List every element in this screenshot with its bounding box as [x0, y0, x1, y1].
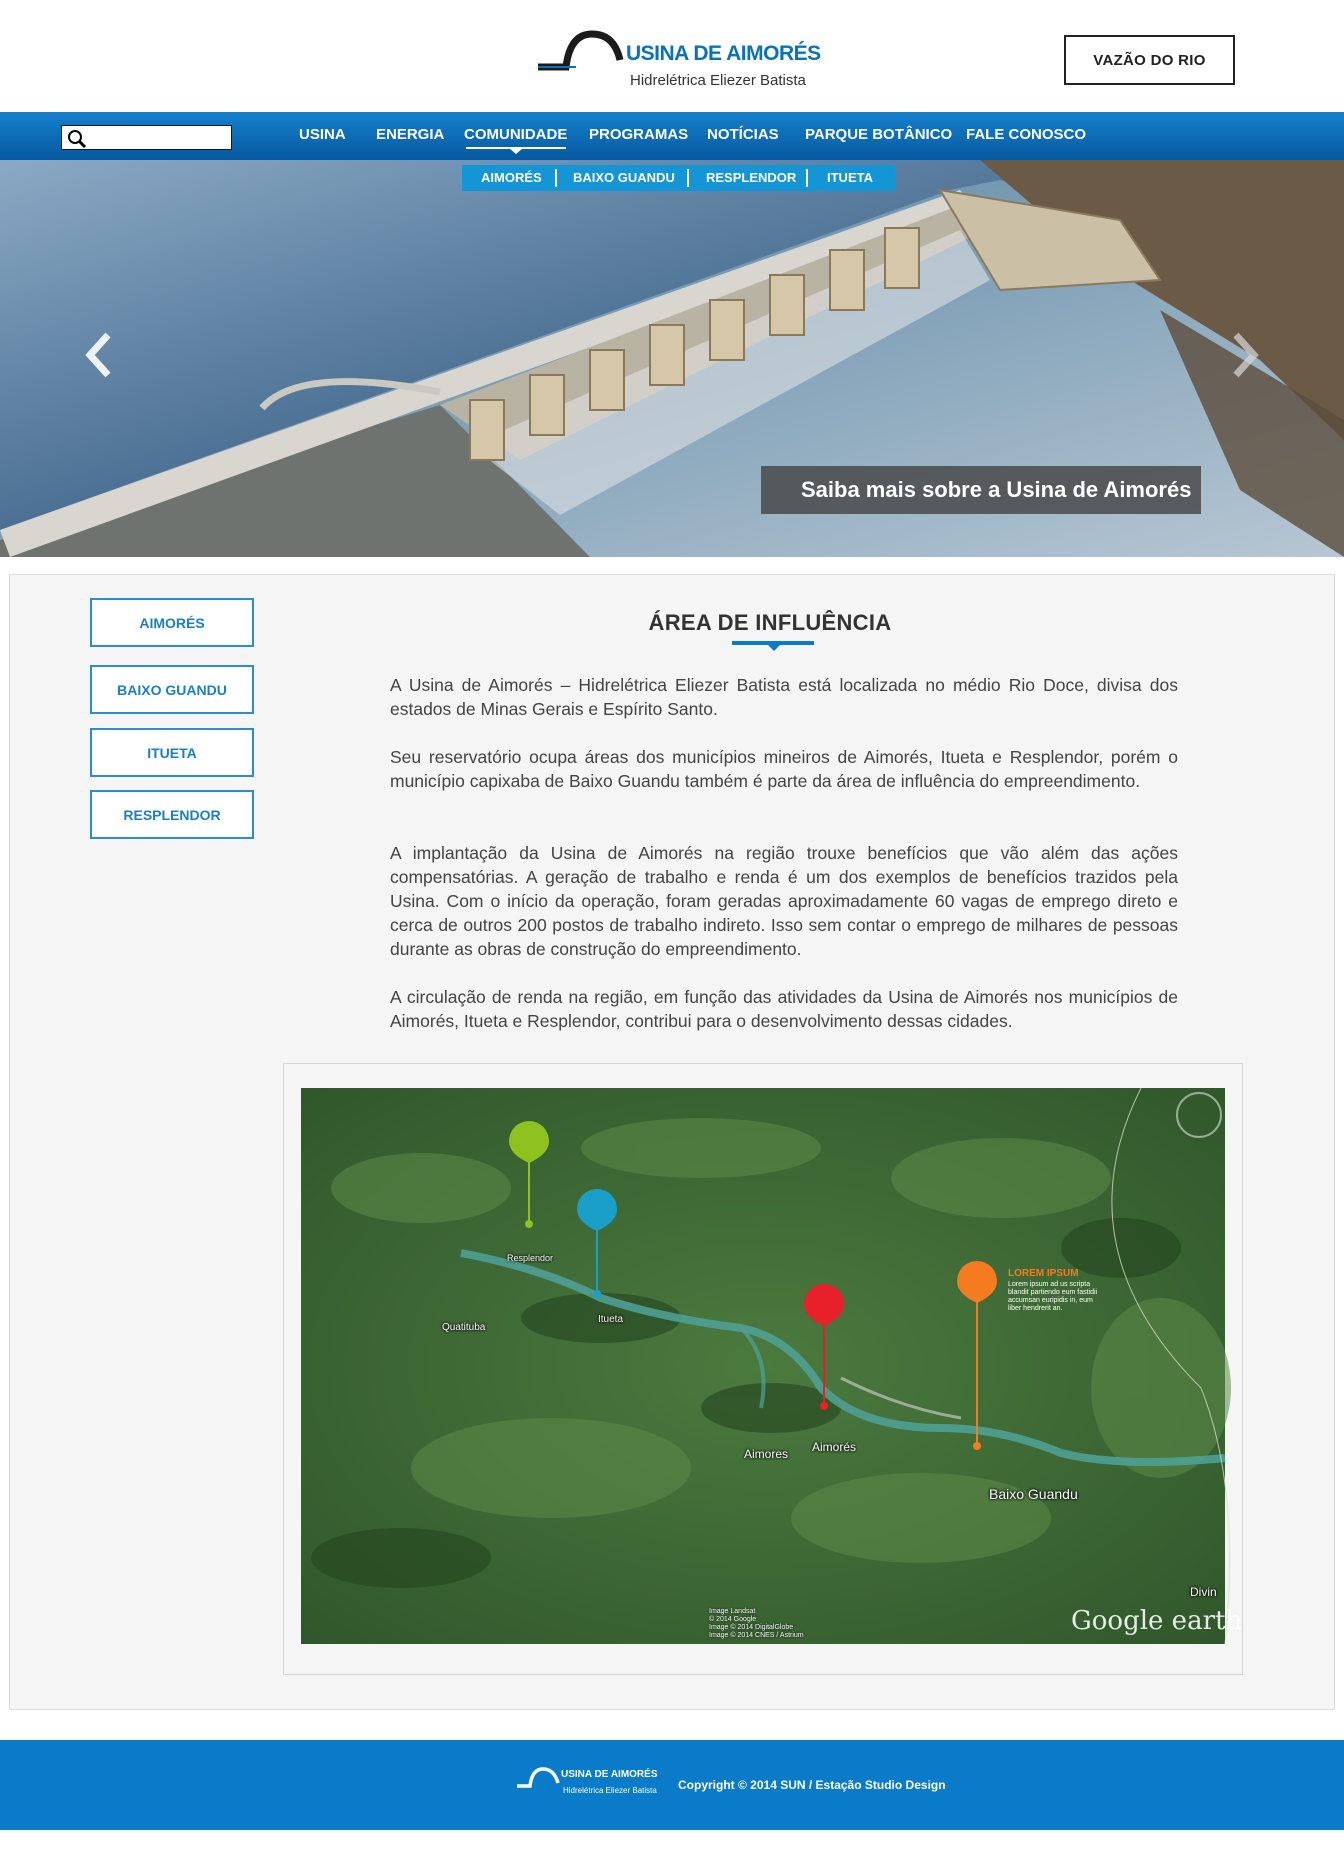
- attribution-line: Image © 2014 CNES / Astrium: [709, 1632, 804, 1639]
- main-nav: [0, 112, 1344, 160]
- dam-arch-icon: [516, 1766, 562, 1790]
- paragraph: A circulação de renda na região, em função das atividades da Usina de Aimorés nos municípios de Aimorés, Itueta e Resplendor, contribui para o desenvolvimento dessas cidades.: [390, 987, 1178, 1031]
- site-footer: [0, 1740, 1344, 1830]
- paragraph: Seu reservatório ocupa áreas dos municípios mineiros de Aimorés, Itueta e Resplendor, porém o município capixaba de Baixo Guandu também é parte da área de influência do empreendimento.: [390, 747, 1178, 791]
- map-frame: [283, 1063, 1243, 1675]
- map-pin-itueta[interactable]: [572, 1186, 622, 1316]
- footer-logo-name: USINA DE AIMORÉS: [561, 1769, 658, 1780]
- hero-banner: [0, 160, 1344, 557]
- paragraph: A implantação da Usina de Aimorés na região trouxe benefícios que vão além das ações compensatórias. A geração de trabalho e renda é um dos exemplos de benefícios trazidos pela Usina. Com o início da operação, foram geradas aproximadamente 60 vagas de emprego direto e cerca de outros 200 postos de trabalho indireto. Isso sem contar o emprego de milhares de pessoas durante as obras de construção do empreendimento.: [390, 843, 1178, 959]
- map-callout-body: Lorem ipsum ad us scripta blandit partiendo eum fastidii accumsan euripidis in, eum liber hendrerit an.: [1008, 1281, 1098, 1312]
- nav-parque-botanico[interactable]: PARQUE BOTÂNICO: [805, 126, 953, 143]
- nav-energia[interactable]: ENERGIA: [376, 126, 445, 143]
- sidebar-item-itueta[interactable]: ITUETA: [90, 728, 254, 777]
- map-callout-title: LOREM IPSUM: [1008, 1268, 1079, 1279]
- submenu-divider: [806, 169, 808, 187]
- sidebar-item-aimores[interactable]: AIMORÉS: [90, 598, 254, 647]
- dam-arch-icon: [536, 30, 626, 70]
- previous-slide-icon[interactable]: [80, 330, 120, 380]
- nav-noticias[interactable]: NOTÍCIAS: [707, 126, 779, 143]
- page-title: ÁREA DE INFLUÊNCIA: [648, 610, 892, 635]
- submenu-aimores[interactable]: AIMORÉS: [481, 170, 542, 185]
- hero-caption[interactable]: [761, 466, 1201, 514]
- place-label-aimores-city: Aimorés: [812, 1440, 857, 1454]
- place-label-resplendor: Resplendor: [507, 1253, 554, 1263]
- satellite-terrain: [301, 1088, 1225, 1644]
- google-earth-logo: Google earth: [1071, 1606, 1243, 1636]
- submenu-baixo-guandu[interactable]: BAIXO GUANDU: [573, 170, 675, 185]
- place-label-aimores: Aimores: [744, 1447, 789, 1461]
- copyright-text: Copyright © 2014 SUN / Estação Studio Design: [678, 1778, 946, 1792]
- submenu-itueta[interactable]: ITUETA: [827, 170, 873, 185]
- title-caret: [767, 644, 781, 651]
- nav-fale-conosco[interactable]: FALE CONOSCO: [966, 126, 1087, 143]
- map-pin-baixo-guandu[interactable]: [952, 1258, 1002, 1468]
- search-input[interactable]: [90, 127, 228, 148]
- submenu-resplendor[interactable]: RESPLENDOR: [706, 170, 797, 185]
- influence-area-map[interactable]: [301, 1088, 1243, 1644]
- next-slide-icon[interactable]: [1224, 330, 1264, 380]
- map-pin-aimores[interactable]: [799, 1281, 849, 1421]
- nav-comunidade[interactable]: COMUNIDADE: [464, 126, 568, 143]
- paragraph: A Usina de Aimorés – Hidrelétrica Eliezer Batista está localizada no médio Rio Doce, divisa dos estados de Minas Gerais e Espírito Santo.: [390, 675, 1178, 719]
- attribution-line: Image Landsat: [709, 1608, 756, 1615]
- sidebar-item-baixo-guandu[interactable]: BAIXO GUANDU: [90, 665, 254, 714]
- site-logo[interactable]: [536, 30, 821, 92]
- map-attribution: [709, 1608, 804, 1640]
- content-panel: [9, 574, 1335, 1710]
- place-label-itueta: Itueta: [598, 1314, 624, 1325]
- nav-usina[interactable]: USINA: [299, 126, 346, 143]
- footer-logo[interactable]: [516, 1766, 656, 1802]
- place-label-baixo-guandu: Baixo Guandu: [989, 1486, 1078, 1502]
- search-icon[interactable]: [66, 128, 88, 150]
- comunidade-submenu: [462, 165, 895, 191]
- logo-subtitle: Hidrelétrica Eliezer Batista: [630, 72, 806, 89]
- footer-logo-subtitle: Hidrelétrica Eliezer Batista: [563, 1786, 657, 1795]
- vazao-do-rio-button[interactable]: VAZÃO DO RIO: [1064, 35, 1235, 85]
- submenu-divider: [555, 169, 557, 187]
- place-label-divino: Divin: [1190, 1585, 1217, 1599]
- nav-programas[interactable]: PROGRAMAS: [589, 126, 689, 143]
- site-header: [0, 0, 1344, 112]
- search-box[interactable]: [61, 125, 232, 150]
- map-pin-resplendor[interactable]: [504, 1118, 554, 1238]
- sidebar-item-resplendor[interactable]: RESPLENDOR: [90, 790, 254, 839]
- hero-caption-text: Saiba mais sobre a Usina de Aimorés: [801, 477, 1192, 502]
- attribution-line: Image © 2014 DigitalGlobe: [709, 1624, 794, 1631]
- logo-name: USINA DE AIMORÉS: [626, 42, 821, 65]
- place-label-quatituba: Quatituba: [442, 1322, 486, 1333]
- nav-active-caret: [509, 148, 523, 154]
- attribution-line: © 2014 Google: [709, 1616, 757, 1623]
- submenu-divider: [687, 169, 689, 187]
